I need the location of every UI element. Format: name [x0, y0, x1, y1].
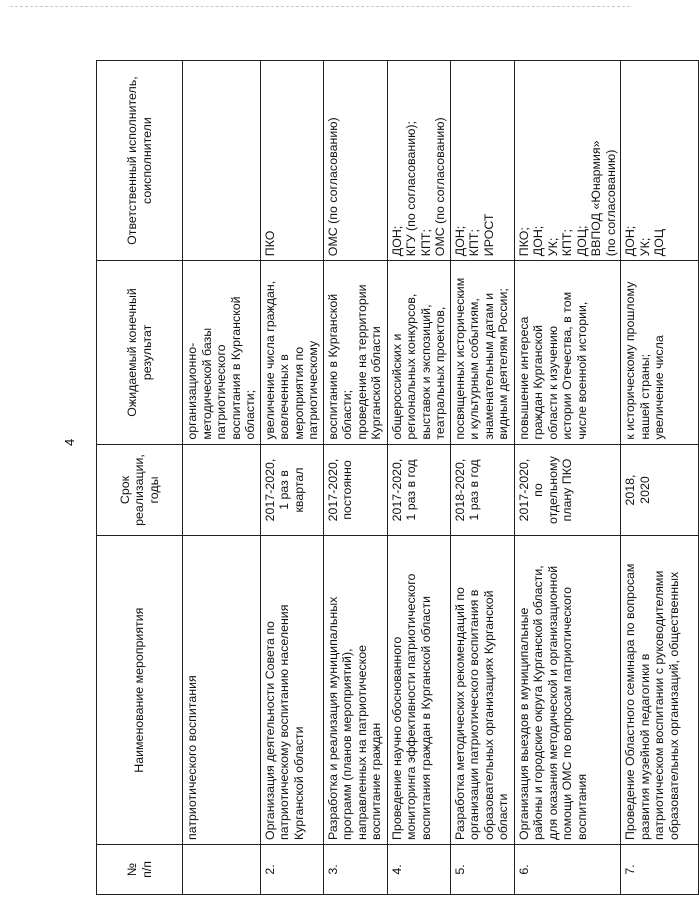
- cell-result: [183, 261, 261, 444]
- cell-name-text: Организация деятельности Совета по патриотическому воспитанию населения Курганской области: [262, 604, 306, 840]
- cell-responsible-text: ПКО: [262, 230, 277, 257]
- cell-term: [450, 444, 514, 536]
- table-header-row: [97, 61, 183, 895]
- cell-term: [260, 444, 323, 536]
- cell-result: [260, 261, 323, 444]
- cell-result: [387, 261, 450, 444]
- page-top-rule: [10, 6, 630, 7]
- header-name: Наименование мероприятия: [97, 536, 183, 845]
- table-row: [450, 61, 514, 895]
- cell-term: [387, 444, 450, 536]
- cell-name: [387, 536, 450, 845]
- cell-num-text: 5.: [452, 864, 467, 875]
- cell-num: [260, 844, 323, 894]
- header-result: Ожидаемый конечный результат: [97, 261, 183, 444]
- cell-num-text: 2.: [262, 864, 277, 875]
- table-row: [514, 61, 621, 895]
- cell-term-text: 2018-2020, 1 раз в год: [452, 458, 481, 522]
- cell-num-text: 3.: [325, 864, 340, 875]
- cell-result-text: увеличение числа граждан, вовлеченных в мероприятия по патриотическому: [262, 280, 320, 440]
- cell-responsible-text: ДОН; УК; ДОЦ: [623, 225, 666, 257]
- cell-term: [323, 444, 387, 536]
- cell-num: [387, 844, 450, 894]
- cell-term-text: 2017-2020, 1 раз в квартал: [262, 458, 306, 522]
- table-row: [323, 61, 387, 895]
- cell-result: [450, 261, 514, 444]
- cell-result-text: организационно- методической базы патриотического воспитания в Курганской области;: [185, 296, 257, 440]
- cell-name: [323, 536, 387, 845]
- table-row: [621, 61, 699, 895]
- table-row: [387, 61, 450, 895]
- activities-table: [96, 60, 699, 895]
- cell-term-text: 2017-2020, постоянно: [325, 458, 354, 522]
- table-body: [183, 61, 699, 895]
- cell-result: [323, 261, 387, 444]
- cell-num: [514, 844, 621, 894]
- cell-term: [514, 444, 621, 536]
- header-num: № п/п: [97, 844, 183, 894]
- cell-name: [260, 536, 323, 845]
- cell-responsible-text: ОМС (по согласованию): [325, 117, 340, 257]
- table-row: [183, 61, 261, 895]
- cell-result-text: посвященных историческим и культурным событиям, знаменательным датам и видным деятелям России;: [452, 277, 510, 440]
- cell-name-text: Проведение Областного семинара по вопросам развития музейной педагогики в патриотическом воспитании с руководителями образовательных организаций, общественных: [623, 563, 681, 840]
- cell-name: [514, 536, 621, 845]
- cell-num: [323, 844, 387, 894]
- cell-responsible-text: ДОН; КГУ (по согласованию); КПТ; ОМС (по согласованию): [389, 117, 447, 257]
- cell-responsible: [621, 61, 699, 261]
- cell-responsible: [183, 61, 261, 261]
- cell-num-text: 7.: [623, 864, 637, 875]
- header-responsible: Ответственный исполнитель, соисполнители: [97, 61, 183, 261]
- cell-name: [450, 536, 514, 845]
- cell-responsible: [323, 61, 387, 261]
- cell-name-text: Разработка и реализация муниципальных программ (планов мероприятий), направленных на патриотическое воспитание граждан: [325, 596, 383, 840]
- cell-result: [514, 261, 621, 444]
- cell-term-text: 2018, 2020: [623, 474, 652, 506]
- cell-responsible-text: ПКО; ДОН; УК; КПТ; ДОЦ; ВВПОД «Юнармия» (по согласованию): [516, 140, 618, 257]
- cell-responsible: [514, 61, 621, 261]
- cell-term: [183, 444, 261, 536]
- cell-name: [183, 536, 261, 845]
- cell-num: [621, 844, 699, 894]
- page-number: 4: [62, 438, 77, 446]
- cell-term-text: 2017-2020, по отдельному плану ПКО: [516, 456, 574, 524]
- cell-responsible: [260, 61, 323, 261]
- cell-num-text: 6.: [516, 864, 531, 875]
- header-term: Срок реализации, годы: [97, 444, 183, 536]
- cell-num-text: 4.: [389, 864, 404, 875]
- cell-num: [183, 844, 261, 894]
- cell-responsible: [387, 61, 450, 261]
- cell-term-text: 2017-2020, 1 раз в год: [389, 458, 418, 522]
- cell-name-text: Проведение научно обоснованного мониторинга эффективности патриотического воспитания граждан в Курганской области: [389, 573, 433, 840]
- cell-term: [621, 444, 699, 536]
- table-row: [260, 61, 323, 895]
- rotated-table-wrapper: [96, 60, 681, 895]
- cell-num: [450, 844, 514, 894]
- cell-result-text: повышение интереса граждан Курганской области к изучению истории Отечества, в том числе военной истории,: [516, 291, 589, 440]
- cell-result: [621, 261, 699, 444]
- cell-name-text: патриотического воспитания: [185, 675, 199, 840]
- cell-result-text: к историческому прошлому нашей страны; увеличение числа: [623, 281, 666, 440]
- cell-result-text: воспитанию в Курганской области; проведение на территории Курганской области: [325, 284, 383, 440]
- cell-responsible-text: ДОН; КПТ; ИРОСТ: [452, 213, 496, 257]
- cell-result-text: общероссийских и региональных конкурсов, выставок и экспозиций, театральных проектов,: [389, 293, 447, 440]
- cell-name-text: Разработка методических рекомендаций по организации патриотического воспитания в образовательных организациях Курганской области: [452, 587, 510, 840]
- cell-name: [621, 536, 699, 845]
- cell-name-text: Организация выездов в муниципальные районы и городские округа Курганской области, для оказания методической и организационной помощи ОМС по вопросам патриотического воспитания: [516, 565, 589, 840]
- cell-responsible: [450, 61, 514, 261]
